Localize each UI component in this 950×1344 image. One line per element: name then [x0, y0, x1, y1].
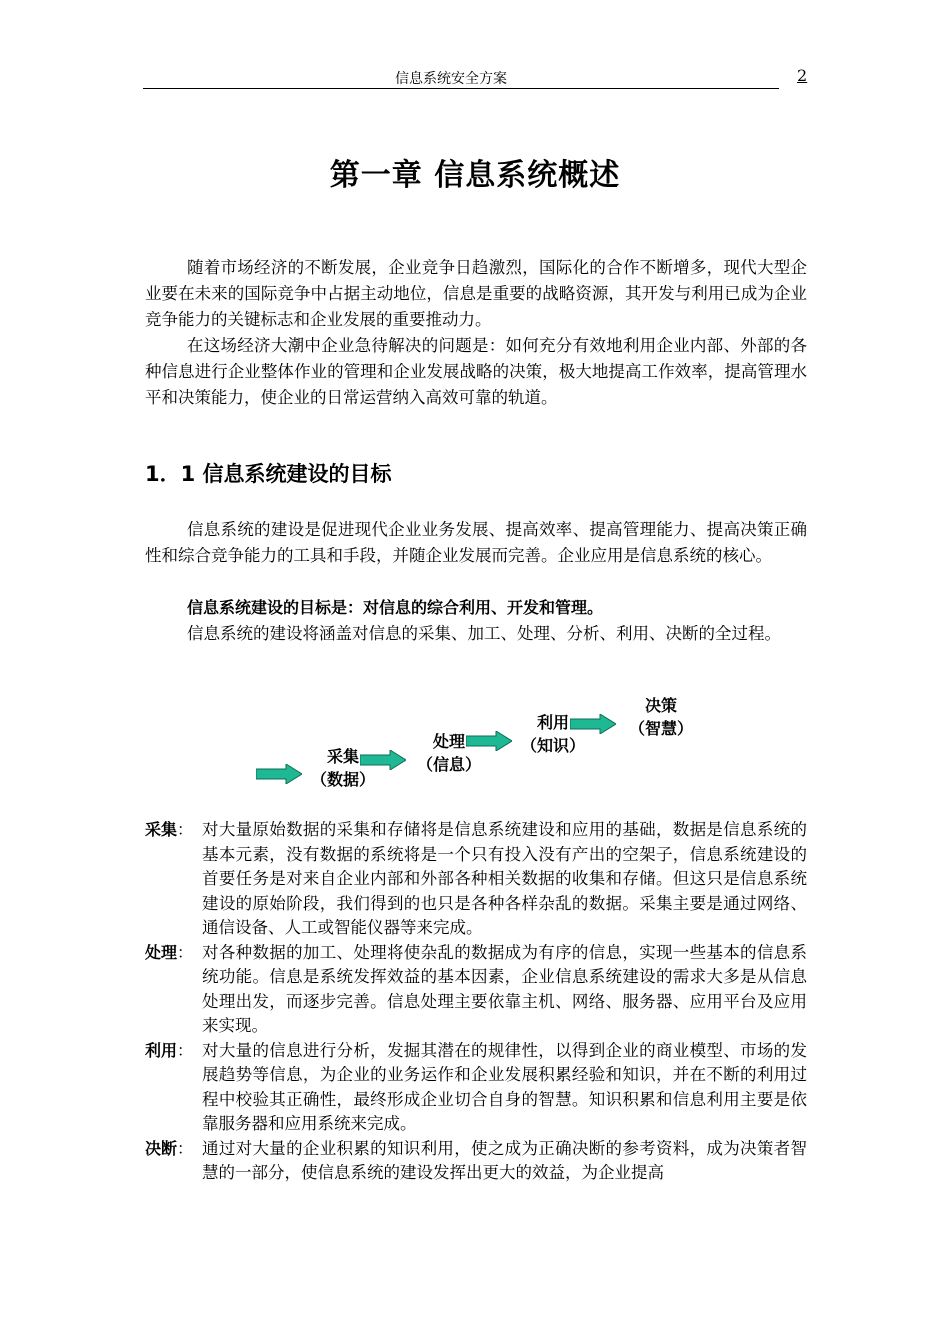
section-title: 1．1 信息系统建设的目标	[145, 462, 392, 486]
section-paragraph-1: 信息系统的建设是促进现代企业业务发展、提高效率、提高管理能力、提高决策正确性和综合竞争能力的工具和手段，并随企业发展而完善。企业应用是信息系统的核心。	[145, 520, 807, 565]
definition-term: 采集：	[145, 820, 194, 839]
flow-step-sub: （知识）	[520, 736, 585, 755]
definition-item-decide	[145, 1137, 807, 1186]
flow-step-decide	[616, 694, 706, 740]
definition-text: 对大量原始数据的采集和存储将是信息系统建设和应用的基础，数据是信息系统的基本元素，没有数据的系统将是一个只有投入没有产出的空架子，信息系统建设的首要任务是对来自企业内部和外部各种相关数据的收集和存储。但这只是信息系统建设的原始阶段，我们得到的也只是各种各样杂乱的数据。采集主要是通过网络、通信设备、人工或智能仪器等来完成。	[202, 820, 807, 937]
definition-item-utilize	[145, 1039, 807, 1137]
chapter-title: 第一章 信息系统概述	[329, 158, 621, 193]
definition-item-process	[145, 941, 807, 1039]
section-paragraph-3: 信息系统的建设将涵盖对信息的采集、加工、处理、分析、利用、决断的全过程。	[187, 624, 781, 643]
flow-step-name: 采集	[326, 747, 359, 766]
definition-text: 对各种数据的加工、处理将使杂乱的数据成为有序的信息，实现一些基本的信息系统功能。信息是系统发挥效益的基本因素，企业信息系统建设的需求大多是从信息处理出发，而逐步完善。信息处理主要依靠主机、网络、服务器、应用平台及应用来实现。	[202, 942, 807, 1035]
flow-step-name: 利用	[536, 713, 569, 732]
page-number: 2	[797, 66, 808, 85]
flow-step-sub: （数据）	[310, 770, 375, 789]
section-goal-statement: 信息系统建设的目标是：对信息的综合利用、开发和管理。	[187, 598, 604, 617]
flow-arrow-icon	[256, 764, 302, 784]
definition-text: 对大量的信息进行分析，发掘其潜在的规律性，以得到企业的商业模型、市场的发展趋势等信息，为企业的业务运作和企业发展积累经验和知识，并在不断的利用过程中校验其正确性，最终形成企业切合自身的智慧。知识积累和信息利用主要是依靠服务器和应用系统来完成。	[202, 1040, 807, 1133]
definition-term: 处理：	[145, 942, 194, 962]
definition-term: 利用：	[145, 1040, 194, 1060]
intro-paragraph-1: 随着市场经济的不断发展，企业竞争日趋激烈，国际化的合作不断增多，现代大型企业要在未来的国际竞争中占据主动地位，信息是重要的战略资源，其开发与利用已成为企业竞争能力的关键标志和企业发展的重要推动力。	[145, 258, 807, 329]
flow-step-name: 决策	[644, 696, 677, 715]
flow-arrow-icon	[466, 731, 512, 751]
intro-paragraph-2: 在这场经济大潮中企业急待解决的问题是：如何充分有效地利用企业内部、外部的各种信息进行企业整体作业的管理和企业发展战略的决策，极大地提高工作效率，提高管理水平和决策能力，使企业的日常运营纳入高效可靠的轨道。	[145, 336, 807, 407]
definition-text: 通过对大量的企业积累的知识利用，使之成为正确决断的参考资料，成为决策者智慧的一部分，使信息系统的建设发挥出更大的效益，为企业提高	[202, 1138, 807, 1182]
running-header-title: 信息系统安全方案	[395, 71, 507, 87]
definition-item-collect	[145, 818, 807, 941]
header-rule	[143, 88, 779, 89]
flow-step-name: 处理	[432, 732, 465, 751]
flow-arrow-icon	[570, 714, 616, 734]
definition-list	[145, 818, 807, 1186]
flow-arrow-icon	[360, 750, 406, 770]
flow-step-sub: （智慧）	[628, 719, 693, 738]
definition-term: 决断：	[145, 1138, 194, 1158]
flow-step-sub: （信息）	[416, 755, 481, 774]
